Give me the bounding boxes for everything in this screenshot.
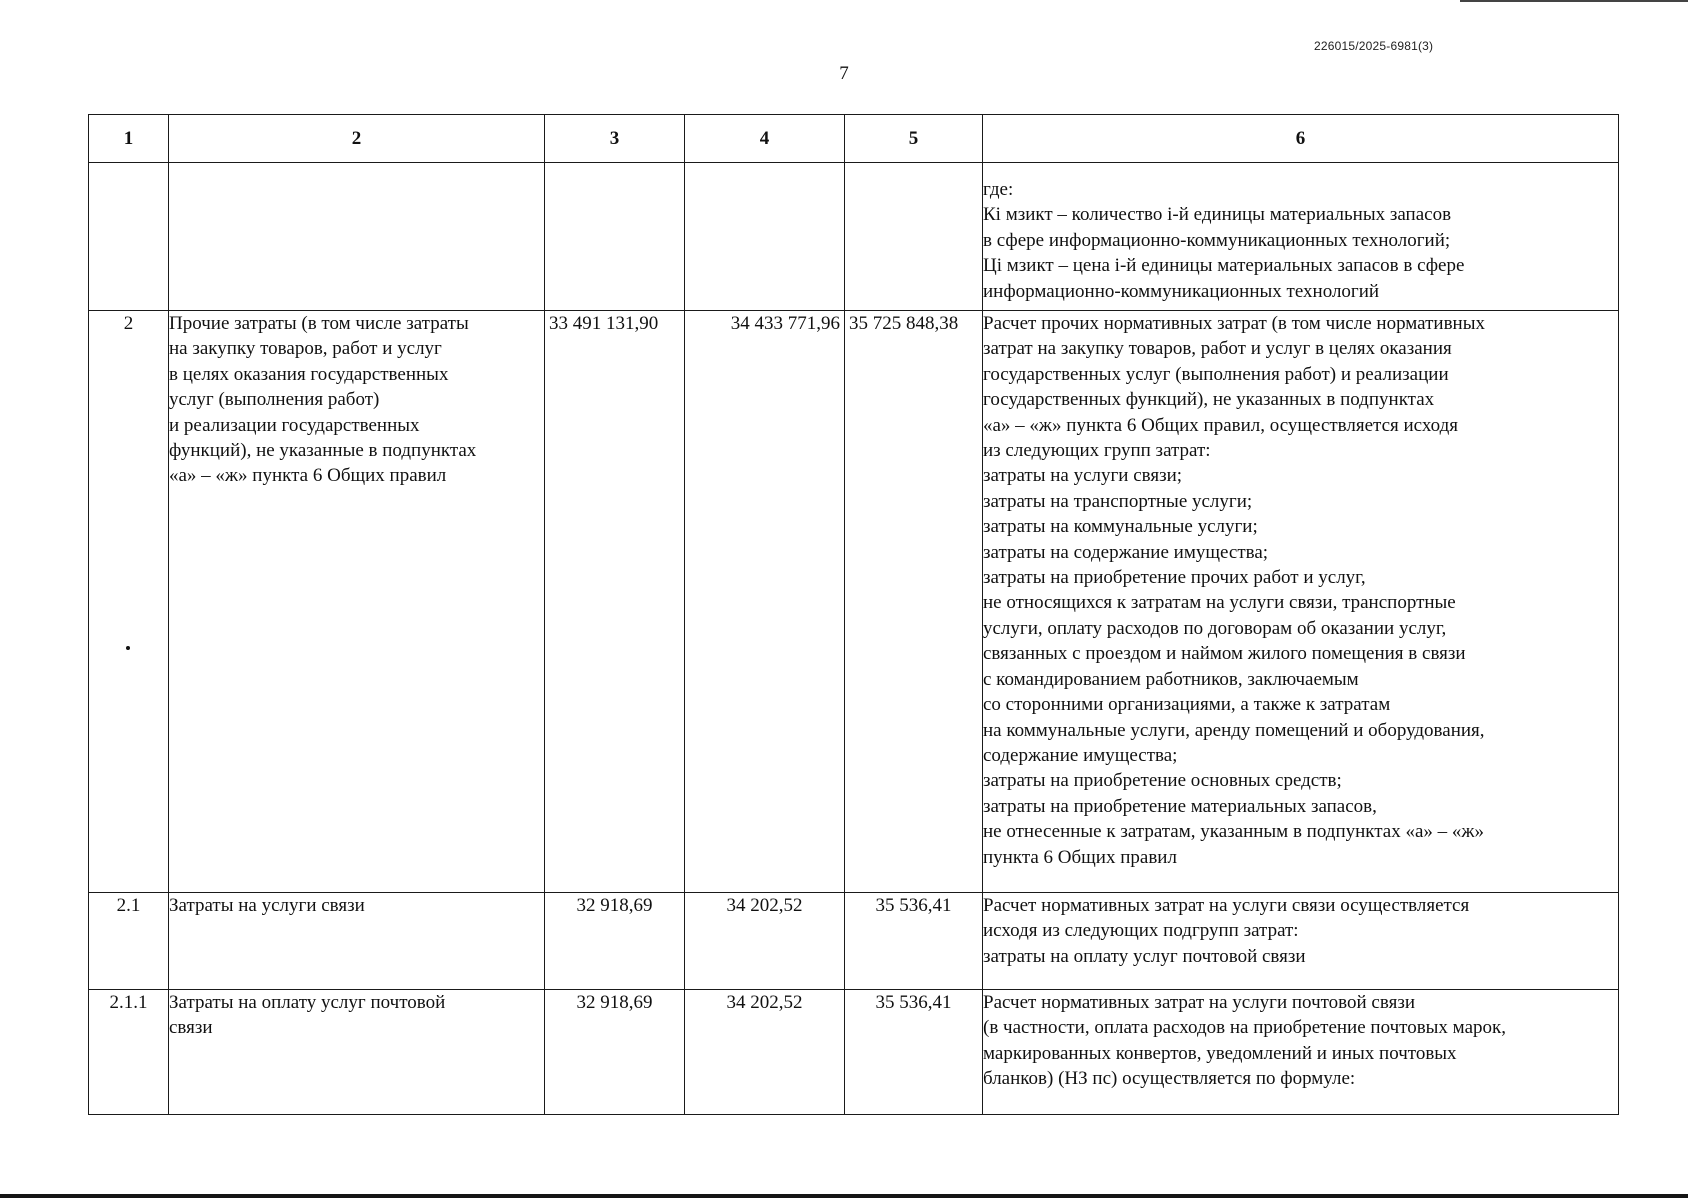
value-year3-cell <box>845 163 983 311</box>
document-registration-number: 226015/2025-6981(3) <box>1314 39 1434 53</box>
method-text-line: бланков) (НЗ пс) осуществляется по формуле: <box>983 1068 1356 1090</box>
value-year2-cell <box>685 163 845 311</box>
cost-name-line: «а» – «ж» пункта 6 Общих правил <box>169 465 447 487</box>
method-text-line: на коммунальные услуги, аренду помещений и оборудования, <box>983 719 1485 741</box>
cost-name-line: Прочие затраты (в том числе затраты <box>169 313 469 334</box>
method-text-line: Расчет нормативных затрат на услуги связи осуществляется <box>983 895 1470 916</box>
row-number-cell: 2.1.1 <box>89 990 169 1115</box>
row-number-cell: 2 <box>89 311 169 893</box>
value-year3-cell: 35 536,41 <box>845 893 983 990</box>
cost-name-line: Затраты на услуги связи <box>169 895 365 916</box>
method-text-line: содержание имущества; <box>983 744 1178 766</box>
scan-dot-mark <box>126 646 130 650</box>
method-text-line: затраты на приобретение материальных запасов, <box>983 795 1377 817</box>
cost-name-line: функций), не указанные в подпунктах <box>169 440 477 462</box>
method-text-line: затраты на содержание имущества; <box>983 541 1269 563</box>
column-header-3: 3 <box>545 115 685 163</box>
column-header-1: 1 <box>89 115 169 163</box>
method-text-line: не отнесенные к затратам, указанным в подпунктах «а» – «ж» <box>983 821 1485 843</box>
method-text-line: информационно-коммуникационных технологий <box>983 280 1380 302</box>
column-header-4: 4 <box>685 115 845 163</box>
method-text-line: Расчет нормативных затрат на услуги почтовой связи <box>983 992 1415 1013</box>
method-text-line: со сторонними организациями, а также к затратам <box>983 694 1391 716</box>
value-year2-cell: 34 433 771,96 <box>685 311 845 893</box>
value-year3-cell: 35 725 848,38 <box>845 311 983 893</box>
method-text-line: «а» – «ж» пункта 6 Общих правил, осуществляется исходя <box>983 414 1458 436</box>
method-text-line: с командированием работников, заключаемым <box>983 668 1359 690</box>
column-header-2: 2 <box>169 115 545 163</box>
table-row <box>89 990 1619 1115</box>
table-row <box>89 311 1619 893</box>
cost-name-cell <box>169 893 545 990</box>
calculation-method-cell <box>983 893 1619 990</box>
scan-edge-top <box>1460 0 1688 2</box>
method-text-line: Кi мзикт – количество i-й единицы материальных запасов <box>983 204 1452 226</box>
table-header-row <box>89 115 1619 163</box>
method-text-line: исходя из следующих подгрупп затрат: <box>983 920 1299 942</box>
method-text-line: затраты на приобретение прочих работ и услуг, <box>983 567 1366 589</box>
cost-name-line: услуг (выполнения работ) <box>169 389 380 411</box>
scan-edge-bottom <box>0 1194 1688 1198</box>
method-text-line: Расчет прочих нормативных затрат (в том числе нормативных <box>983 313 1485 334</box>
method-text-line: из следующих групп затрат: <box>983 440 1211 462</box>
method-text-line: где: <box>983 179 1014 200</box>
value-year1-cell: 33 491 131,90 <box>545 311 685 893</box>
row-number-cell <box>89 163 169 311</box>
row-number-cell: 2.1 <box>89 893 169 990</box>
method-text-line: пункта 6 Общих правил <box>983 846 1177 868</box>
method-text-line: в сфере информационно-коммуникационных технологий; <box>983 229 1451 251</box>
cost-name-line: Затраты на оплату услуг почтовой <box>169 992 446 1013</box>
column-header-5: 5 <box>845 115 983 163</box>
value-year1-cell: 32 918,69 <box>545 893 685 990</box>
value-year1-cell <box>545 163 685 311</box>
cost-name-cell <box>169 990 545 1115</box>
value-year3-cell: 35 536,41 <box>845 990 983 1115</box>
method-text-line: государственных функций), не указанных в подпунктах <box>983 389 1435 411</box>
cost-name-line: связи <box>169 1017 213 1039</box>
value-year2-cell: 34 202,52 <box>685 990 845 1115</box>
cost-name-line: на закупку товаров, работ и услуг <box>169 338 442 360</box>
value-year2-cell: 34 202,52 <box>685 893 845 990</box>
cost-norms-table <box>88 114 1619 1115</box>
table-row <box>89 893 1619 990</box>
method-text-line: затраты на транспортные услуги; <box>983 490 1253 512</box>
method-text-line: затраты на услуги связи; <box>983 465 1183 487</box>
column-header-6: 6 <box>983 115 1619 163</box>
method-text-line: услуги, оплату расходов по договорам об оказании услуг, <box>983 617 1447 639</box>
method-text-line: затраты на оплату услуг почтовой связи <box>983 945 1306 967</box>
cost-name-line: и реализации государственных <box>169 414 420 436</box>
table-row <box>89 163 1619 311</box>
method-text-line: государственных услуг (выполнения работ) и реализации <box>983 363 1449 385</box>
method-text-line: затраты на приобретение основных средств; <box>983 770 1342 792</box>
calculation-method-cell <box>983 163 1619 311</box>
method-text-line: связанных с проездом и наймом жилого помещения в связи <box>983 643 1466 665</box>
cost-name-line: в целях оказания государственных <box>169 363 449 385</box>
value-year1-cell: 32 918,69 <box>545 990 685 1115</box>
calculation-method-cell <box>983 990 1619 1115</box>
method-text-line: затрат на закупку товаров, работ и услуг в целях оказания <box>983 338 1452 360</box>
method-text-line: маркированных конвертов, уведомлений и иных почтовых <box>983 1042 1457 1064</box>
cost-name-cell <box>169 163 545 311</box>
method-text-line: не относящихся к затратам на услуги связи, транспортные <box>983 592 1456 614</box>
method-text-line: затраты на коммунальные услуги; <box>983 516 1258 538</box>
method-text-line: Цi мзикт – цена i-й единицы материальных запасов в сфере <box>983 255 1465 277</box>
method-text-line: (в частности, оплата расходов на приобретение почтовых марок, <box>983 1017 1506 1039</box>
calculation-method-cell <box>983 311 1619 893</box>
cost-name-cell <box>169 311 545 893</box>
page-number: 7 <box>839 63 849 84</box>
